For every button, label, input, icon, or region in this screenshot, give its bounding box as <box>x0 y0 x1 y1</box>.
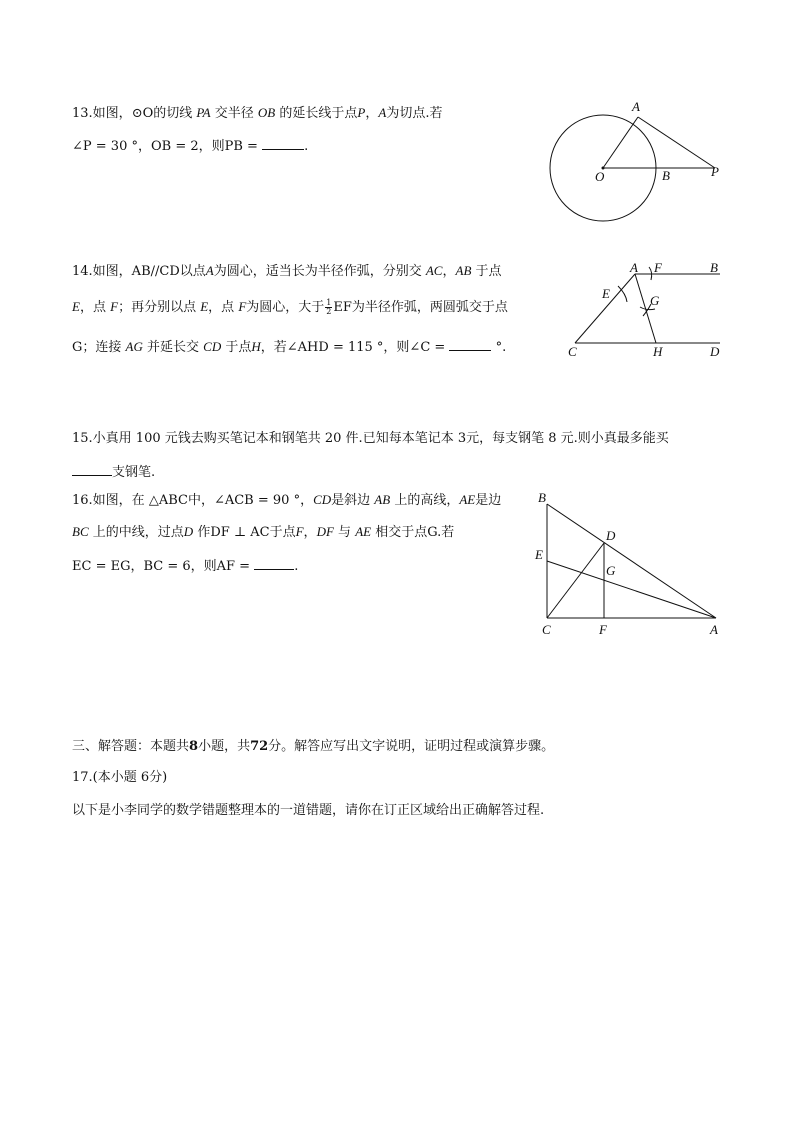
label-b: B <box>538 490 546 505</box>
q14-text: 于点 <box>475 264 502 279</box>
q16-text: . <box>294 559 299 574</box>
q13-var: P <box>357 105 366 120</box>
answer-blank[interactable] <box>72 462 112 476</box>
q13-line2 <box>72 136 308 156</box>
segment-ae <box>547 561 716 618</box>
q14-var: CD <box>203 339 222 354</box>
q14-text: 并延长交 <box>147 340 200 355</box>
q14-condition: ，若∠AHD = 115 °，则∠C = <box>260 340 446 355</box>
line-ac <box>575 274 635 343</box>
label-c: C <box>568 344 577 359</box>
q16-var: AE <box>355 524 372 539</box>
q16-text: ， <box>303 525 317 540</box>
q14-var: E <box>72 299 80 314</box>
q14-text: 于点 <box>225 340 252 355</box>
q14-text: °. <box>495 340 507 355</box>
q14-text: ， <box>442 264 456 279</box>
q16-text: 相交于点G.若 <box>375 525 455 540</box>
q14-line1 <box>72 262 502 281</box>
q13-text: 交半径 <box>214 106 254 121</box>
q14-text: ；再分别以点 <box>118 300 197 315</box>
q13-text: 为切点.若 <box>386 106 443 121</box>
answer-blank[interactable] <box>449 337 491 351</box>
q14-var: E <box>200 299 209 314</box>
segment-ab <box>547 504 716 618</box>
q16-text: 是边 <box>475 493 502 508</box>
label-a: A <box>710 622 718 637</box>
q16-var: BC <box>72 524 89 539</box>
q16-line2 <box>72 523 454 542</box>
q17-text: 以下是小李同学的数学错题整理本的一道错题，请你在订正区域给出正确解答过程. <box>72 803 545 818</box>
q14-text: EF为半径作弧，两圆弧交于点 <box>333 300 508 315</box>
label-e: E <box>535 547 543 562</box>
label-f: F <box>654 260 662 275</box>
q16-text: 上的中线，过点 <box>92 525 184 540</box>
q13-var: OB <box>257 105 276 120</box>
section3-heading <box>72 738 554 756</box>
q13-condition: ∠P = 30 °，OB = 2，则PB = <box>72 139 258 154</box>
q16-line3 <box>72 556 298 576</box>
q16-var: AE <box>459 492 476 507</box>
q16-var: DF <box>316 524 334 539</box>
label-g: G <box>650 293 660 308</box>
q17-title: 17.(本小题 6分) <box>72 770 168 785</box>
q14-text: G；连接 <box>72 340 122 355</box>
q16-text: 16.如图，在 <box>72 493 145 508</box>
q14-var: AB <box>455 263 472 278</box>
segment-oa <box>603 117 638 168</box>
q13-text: O的切线 <box>142 106 193 121</box>
section3-score: 72 <box>250 739 269 754</box>
answer-blank[interactable] <box>254 556 294 570</box>
q16-text: 上的高线， <box>394 493 460 508</box>
label-a: A <box>630 260 638 275</box>
q16-text: 作DF ⊥ AC于点 <box>197 525 296 540</box>
q16-text: 与 <box>338 525 352 540</box>
q13-text: . <box>304 139 309 154</box>
section3-text: 三、解答题：本题共 <box>72 739 190 754</box>
q14-text: 为圆心，大于 <box>246 300 325 315</box>
segment-cd <box>547 543 604 618</box>
line-ah <box>635 274 656 343</box>
q14-text: ，点 <box>79 300 106 315</box>
label-g: G <box>606 563 616 578</box>
label-a: A <box>632 99 640 114</box>
q14-line2 <box>72 298 508 317</box>
q16-line1 <box>72 491 501 510</box>
label-o: O <box>595 169 605 184</box>
label-d: D <box>606 528 616 543</box>
section3-text: 分。解答应写出文字说明，证明过程或演算步骤。 <box>268 739 555 754</box>
q16-var: D <box>183 524 194 539</box>
q14-line3 <box>72 337 506 357</box>
q16-var: AB <box>374 492 391 507</box>
q13-var: A <box>378 105 387 120</box>
label-e: E <box>602 286 610 301</box>
q13-var: PA <box>196 105 211 120</box>
section3-text: 小题，共 <box>198 739 251 754</box>
label-d: D <box>710 344 720 359</box>
fraction-numerator: 1 <box>326 298 332 307</box>
q14-var: H <box>251 339 261 354</box>
q13-text: ， <box>365 106 379 121</box>
q15-line2 <box>72 462 155 482</box>
q16-text: 是斜边 <box>331 493 371 508</box>
circle-symbol: ⊙ <box>131 106 143 121</box>
label-b: B <box>662 168 670 183</box>
q16-var: CD <box>313 492 332 507</box>
q14-var: F <box>238 299 247 314</box>
q14-text: 14.如图，AB//CD以点 <box>72 264 206 279</box>
q14-var: AG <box>125 339 143 354</box>
fraction-one-half <box>325 299 332 316</box>
q16-condition: EC = EG，BC = 6，则AF = <box>72 559 251 574</box>
q14-var: A <box>205 263 214 278</box>
answer-blank[interactable] <box>262 136 304 150</box>
q16-var: F <box>295 524 304 539</box>
q15-text: 支钢笔. <box>112 465 156 480</box>
q14-text: ，点 <box>208 300 235 315</box>
label-f: F <box>599 622 607 637</box>
q13-text: 的延长线于点 <box>279 106 358 121</box>
label-c: C <box>542 622 551 637</box>
label-b: B <box>710 260 718 275</box>
q13-text: 13.如图， <box>72 106 132 121</box>
q14-var: F <box>110 299 119 314</box>
q14-text: 为圆心，适当长为半径作弧，分别交 <box>213 264 422 279</box>
label-h: H <box>653 344 663 359</box>
q16-condition: △ABC中，∠ACB = 90 °， <box>148 493 314 508</box>
fraction-denominator: 2 <box>326 307 332 316</box>
q13-line1 <box>72 104 442 123</box>
q13-figure <box>540 95 740 230</box>
q15-text: 15.小真用 100 元钱去购买笔记本和钢笔共 20 件.已知每本笔记本 3元，每支钢笔 8 元.则小真最多能买 <box>72 431 669 446</box>
q16-figure <box>530 488 730 638</box>
section3-count: 8 <box>189 739 199 754</box>
q15-line1 <box>72 430 669 448</box>
label-p: P <box>711 164 719 179</box>
q14-figure <box>560 258 740 368</box>
q14-var: AC <box>425 263 443 278</box>
